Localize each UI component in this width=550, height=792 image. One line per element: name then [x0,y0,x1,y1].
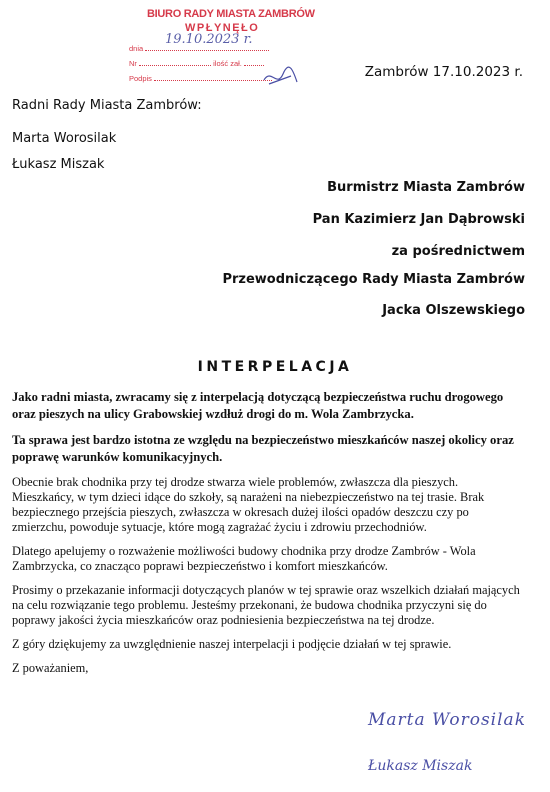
stamp-subtitle: WPŁYNĘŁO [185,22,260,34]
paragraph: Dlatego apelujemy o rozważenie możliwości budowy chodnika przy drodze Zambrów - Wola Zambrzycka, co znacząco poprawi bezpieczeństwo i komfort mieszkańców. [12,544,476,573]
signature: Marta Worosilak [368,710,526,730]
signature: Łukasz Miszak [368,758,473,774]
stamp-nr-line: Nr ilość zał. [129,57,264,68]
document-title: INTERPELACJA [197,359,353,375]
paragraph: Z góry dziękujemy za uwzględnienie naszej interpelacji i podjęcie działań w tej sprawie. [12,637,452,651]
closing: Z poważaniem, [12,661,89,675]
stamp-title: BIURO RADY MIASTA ZAMBRÓW [147,8,315,20]
stamp-date-handwritten: 19.10.2023 r. [165,32,253,47]
paragraph: Ta sprawa jest bardzo istotna ze względu na bezpieczeństwo mieszkańców naszej okolicy oraz poprawę warunków komunikacyjnych. [12,433,514,464]
recipient-line: Jacka Olszewskiego [382,303,525,318]
paragraph: Obecnie brak chodnika przy tej drodze stwarza wiele problemów, zwłaszcza dla pieszych. Mieszkańcy, w tym dzieci idące do szkoły, są narażeni na niebezpieczeństwo na tej trasie. Brak bezpiecznego przejścia pieszych, zwłaszcza w okresach dużej ilości opadów deszczu czy po zmierzchu, powoduje sytuacje, które mogą zagrażać życiu i zdrowiu przechodniów. [12,475,485,534]
paragraph: Prosimy o przekazanie informacji dotyczących planów w tej sprawie oraz wszelkich działań mających na celu rozwiązanie tego problemu. Jesteśmy przekonani, że budowa chodnika przyczyni się do poprawy jakości życia mieszkańców oraz podniesienia bezpieczeństwa na tej drodze. [12,583,520,627]
stamp-signature-scribble [261,66,301,90]
senders-heading: Radni Rady Miasta Zambrów: [12,98,202,113]
place-date: Zambrów 17.10.2023 r. [364,64,523,80]
letter-body [12,389,522,685]
recipient-line: Przewodniczącego Rady Miasta Zambrów [222,272,525,287]
stamp-signature-line: Podpis [129,72,272,83]
recipient-line: za pośrednictwem [391,244,525,259]
paragraph: Jako radni miasta, zwracamy się z interpelacją dotyczącą bezpieczeństwa ruchu drogowego oraz pieszych na ulicy Grabowskiej wzdłuż drogi do m. Wola Zambrzycka. [12,390,504,421]
recipient-line: Burmistrz Miasta Zambrów [327,180,525,195]
sender-name: Marta Worosilak [12,131,117,146]
received-stamp [123,6,315,84]
sender-name: Łukasz Miszak [12,157,105,172]
recipient-line: Pan Kazimierz Jan Dąbrowski [312,212,525,227]
stamp-date-line: dnia [129,42,269,53]
